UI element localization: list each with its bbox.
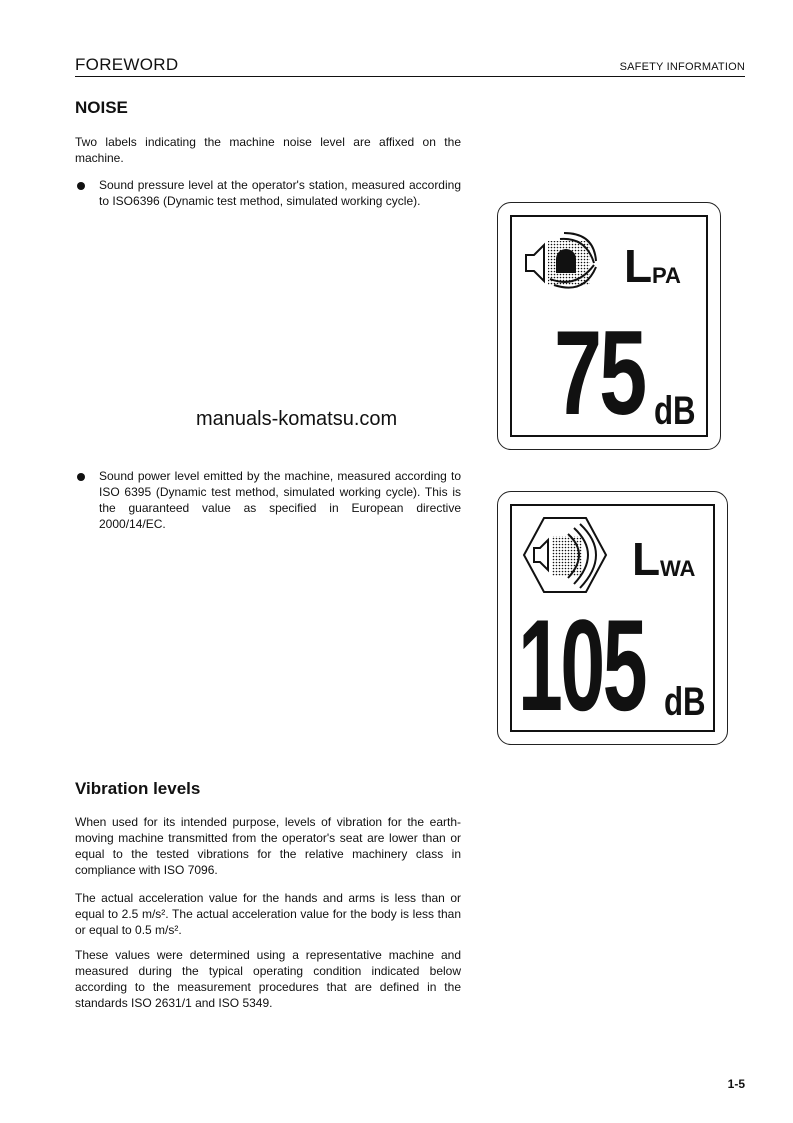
- lpa-unit: dB: [654, 389, 696, 433]
- watermark: manuals-komatsu.com: [196, 408, 398, 430]
- header-section-title: FOREWORD: [75, 55, 179, 74]
- bullet-dot: [77, 473, 85, 481]
- page-number: 1-5: [727, 1077, 745, 1091]
- bullet-dot: [77, 182, 85, 190]
- header-chapter-title: SAFETY INFORMATION: [619, 61, 745, 73]
- lwa-value: 105: [518, 592, 646, 738]
- noise-intro: Two labels indicating the machine noise level are affixed on the machine.: [75, 135, 461, 165]
- lwa-symbol-sub: WA: [660, 556, 696, 581]
- noise-bullet-power: Sound power level emitted by the machine, measured according to ISO 6395 (Dynamic test method, simulated working cycle). This is the guaranteed value as specified in European directive 2000/14/EC.: [99, 469, 461, 531]
- noise-label-lpa: [497, 202, 721, 450]
- operator-ear-noise-icon: [520, 231, 600, 293]
- noise-label-frame: [510, 504, 715, 738]
- noise-heading: NOISE: [75, 98, 128, 117]
- lwa-unit: dB: [664, 680, 706, 724]
- vibration-paragraph: When used for its intended purpose, levels of vibration for the earth-moving machine transmitted from the operator's seat are lower than or equal to the tested vibrations for the relative machinery class in compliance with ISO 7096.: [75, 815, 461, 877]
- noise-label-frame: [510, 215, 708, 440]
- vibration-paragraph: These values were determined using a representative machine and measured during the typical operating condition indicated below according to the measurement procedures that are defined in the standards ISO 2631/1 and ISO 5349.: [75, 948, 461, 1010]
- header-divider: [75, 76, 745, 77]
- machine-noise-power-icon: [522, 516, 608, 594]
- lpa-symbol-main: L: [624, 240, 653, 292]
- lpa-symbol-sub: PA: [652, 263, 681, 288]
- lpa-value: 75: [554, 306, 645, 440]
- vibration-heading: Vibration levels: [75, 779, 201, 798]
- vibration-paragraph: The actual acceleration value for the hands and arms is less than or equal to 2.5 m/s². The actual acceleration value for the body is less than or equal to 0.5 m/s².: [75, 891, 461, 937]
- noise-label-lwa: [497, 491, 728, 745]
- noise-bullet-pressure: Sound pressure level at the operator's station, measured according to ISO6396 (Dynamic test method, simulated working cycle).: [99, 178, 461, 208]
- lwa-symbol-main: L: [632, 533, 661, 585]
